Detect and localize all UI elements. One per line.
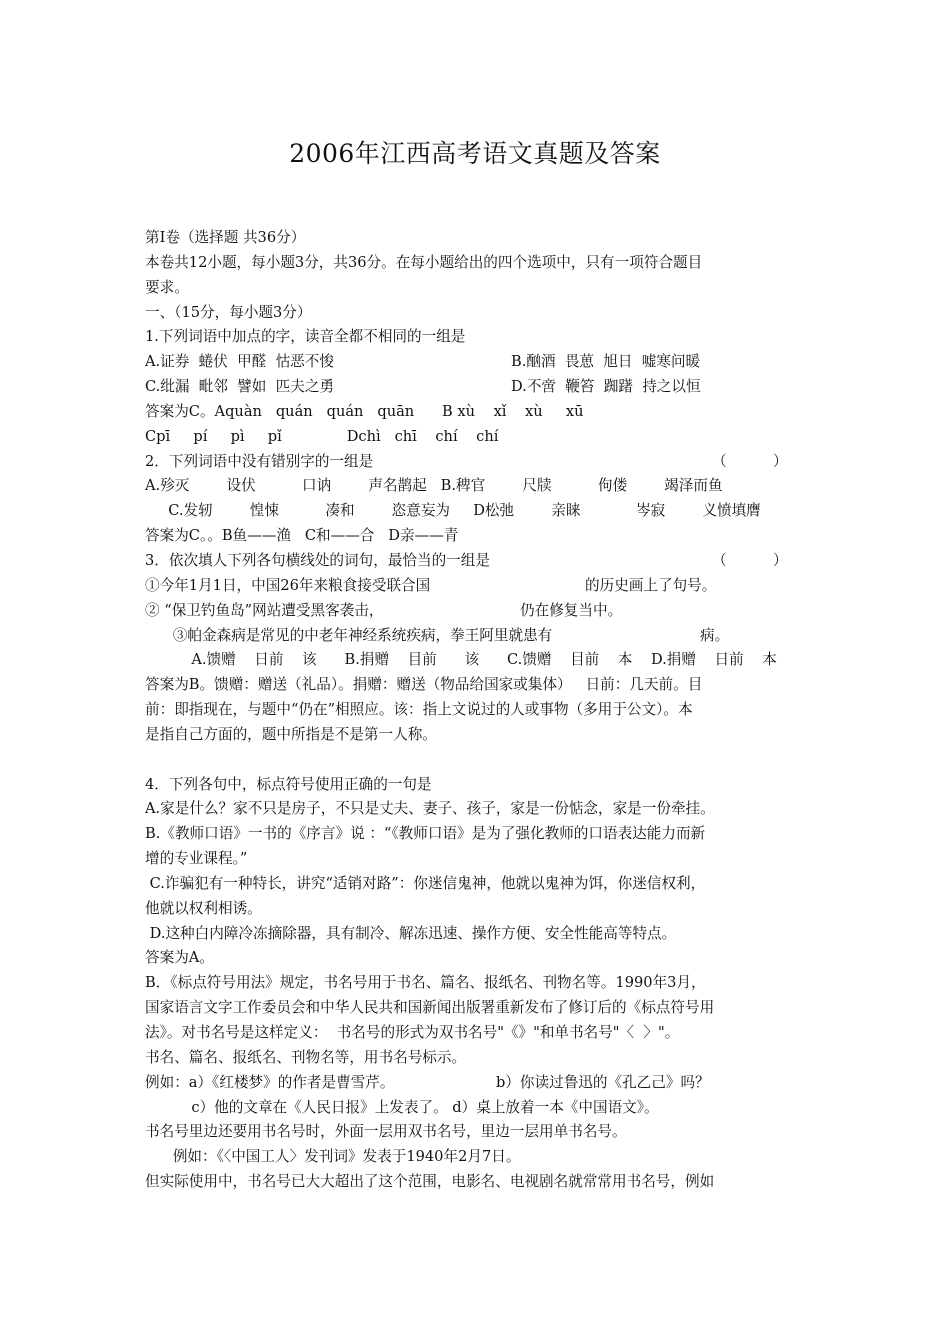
section-heading: 一、（15分，每小题3分） (145, 303, 312, 321)
explanation-line: 但实际使用中，书名号已大大超出了这个范围，电影名、电视剧名就常常用书名号，例如 (145, 1173, 715, 1191)
example-line (145, 1071, 813, 1096)
answer-line: 答案为C。。B鱼——渔 C和——合 D亲——青 (145, 527, 459, 545)
blank-line (145, 748, 813, 773)
option-row: A.殄灭 设伏 口讷 声名鹊起 B.稗官 尺牍 佝偻 竭泽而鱼 (145, 477, 723, 495)
question-3 (145, 549, 813, 574)
text-line: 要求。 (145, 278, 189, 296)
option-row (145, 350, 813, 375)
option-c-cont: 他就以权利相诱。 (145, 899, 262, 917)
sentence-text: 病。 (700, 626, 730, 644)
text-line: 本卷共12小题，每小题3分，共36分。在每小题给出的四个选项中，只有一项符合题目 (145, 253, 703, 271)
question-1: 1.下列词语中加点的字，读音全都不相同的一组是 (145, 328, 466, 346)
answer-line: 前：即指现在，与题中“仍在”相照应。该：指上文说过的人或事物（多用于公文）。本 (145, 701, 693, 719)
example-a: 例如：a）《红楼梦》的作者是曹雪芹。 (145, 1073, 395, 1091)
answer-blank: （ ） (712, 452, 788, 470)
page-title: 2006年江西高考语文真题及答案 (289, 139, 661, 168)
answer-line: 答案为A。 (145, 949, 214, 967)
explanation-line: 法》。对书名号是这样定义： 书名号的形式为双书名号"《》"和单书名号"〈 〉"。 (145, 1024, 680, 1041)
option-c: C.诈骗犯有一种特长，讲究“适销对路”：你迷信鬼神，他就以鬼神为饵，你迷信权利， (145, 874, 706, 892)
option-b: B.酗酒 畏葸 旭日 嘘寒问暖 (511, 353, 701, 371)
answer-line: 是指自己方面的，题中所指是不是第一人称。 (145, 725, 437, 743)
question-text: 2．下列词语中没有错别字的一组是 (145, 452, 374, 470)
explanation-line: 书名、篇名、报纸名、刊物名等，用书名号标示。 (145, 1048, 467, 1066)
explanation-line: B．《标点符号用法》规定，书名号用于书名、篇名、报纸名、刊物名等。1990年3月， (145, 974, 706, 992)
answer-line: 答案为C。Aquàn quán quán quān B xù xǐ xù xū (145, 402, 584, 420)
question-text: 3．依次填人下列各句横线处的词句，最恰当的一组是 (145, 551, 490, 569)
option-row (145, 375, 813, 400)
option-row: C.发轫 惶悚 凑和 恣意妄为 D松弛 亲睐 岑寂 义愤填膺 (145, 502, 761, 520)
example-b: b）你读过鲁迅的《孔乙己》吗？ (496, 1073, 710, 1091)
sentence-text: ①今年1月1日，中国26年来粮食接受联合国 (145, 576, 431, 594)
option-d: D.这种白内障冷冻摘除器，具有制冷、解冻迅速、操作方便、安全性能高等特点。 (145, 924, 677, 942)
option-d: D.不啻 鞭笞 踟躇 持之以恒 (511, 378, 701, 396)
option-b: B.《教师口语》一书的《序言》说 ：“《教师口语》是为了强化教师的口语表达能力而新 (145, 825, 706, 843)
document-body (145, 226, 813, 1195)
question-2 (145, 450, 813, 475)
example-line: 例如：《〈中国工人〉发刊词》发表于1940年2月7日。 (145, 1148, 521, 1166)
option-a: A.证券 蜷伏 甲醛 怙恶不悛 (145, 353, 334, 371)
sentence-text: ② “保卫钓鱼岛”网站遭受黑客袭击， (145, 601, 384, 619)
sentence-text: 的历史画上了句号。 (585, 576, 717, 594)
option-row: A.馈赠 日前 该 B.捐赠 目前 该 C.馈赠 目前 本 D.捐赠 日前 本 (145, 651, 777, 669)
answer-line: 答案为B。馈赠：赠送（礼品）。捐赠：赠送（物品给国家或集体） 日前：几天前。目 (145, 676, 703, 694)
option-a: A.家是什么？家不只是房子，不只是丈夫、妻子、孩子，家是一份惦念，家是一份牵挂。 (145, 800, 715, 818)
option-c: C.纰漏 毗邻 譬如 匹夫之勇 (145, 378, 335, 396)
answer-line: Cpī pí pì pǐ Dchì chī chí chí (145, 427, 499, 445)
example-line: c）他的文章在《人民日报》上发表了。 d）桌上放着一本《中国语文》。 (145, 1098, 659, 1116)
sentence-line (145, 624, 813, 649)
explanation-line: 国家语言文字工作委员会和中华人民共和国新闻出版署重新发布了修订后的《标点符号用 (145, 999, 715, 1017)
explanation-line: 书名号里边还要用书名号时，外面一层用双书名号，里边一层用单书名号。 (145, 1123, 627, 1141)
option-b-cont: 增的专业课程。” (145, 850, 248, 868)
sentence-text: ③帕金森病是常见的中老年神经系统疾病，拳王阿里就患有 (145, 626, 553, 644)
sentence-line (145, 574, 813, 599)
question-4: 4．下列各句中，标点符号使用正确的一句是 (145, 775, 432, 793)
sentence-text: 仍在修复当中。 (520, 601, 623, 619)
sentence-line (145, 599, 813, 624)
answer-blank: （ ） (712, 551, 788, 569)
text-line: 第Ⅰ卷（选择题 共36分） (145, 229, 306, 246)
